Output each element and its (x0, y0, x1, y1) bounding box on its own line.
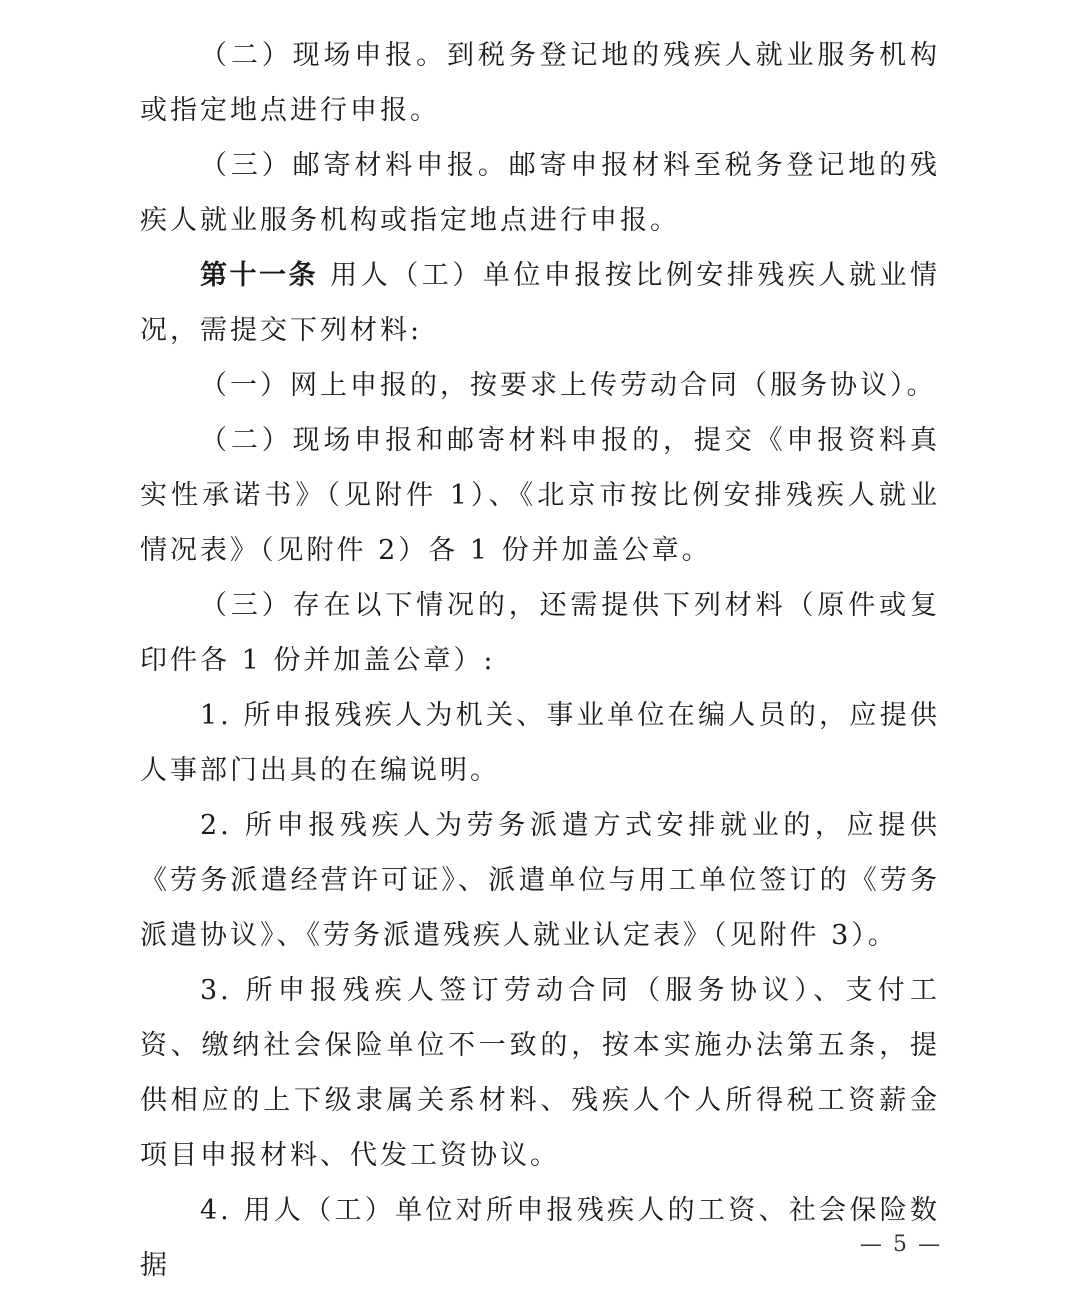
list-item-4 (140, 1183, 940, 1293)
paragraph-onsite-mail-materials (140, 413, 940, 578)
paragraph-mail-declaration (140, 138, 940, 248)
list-item-1 (140, 688, 940, 798)
paragraph-text: 用人（工）单位申报按比例安排残疾人就业情况，需提交下列材料: (140, 260, 940, 346)
paragraph-text: 3. 所申报残疾人签订劳动合同（服务协议）、支付工资、缴纳社会保险单位不一致的，按本实施办法第五条，提供相应的上下级隶属关系材料、残疾人个人所得税工资薪金项目申报材料、代发工资协议。 (140, 975, 940, 1171)
document-body (140, 28, 940, 1293)
paragraph-onsite-declaration (140, 28, 940, 138)
paragraph-text: 2. 所申报残疾人为劳务派遣方式安排就业的，应提供《劳务派遣经营许可证》、派遣单位与用工单位签订的《劳务派遣协议》、《劳务派遣残疾人就业认定表》（见附件 3）。 (140, 810, 940, 951)
paragraph-text: 1. 所申报残疾人为机关、事业单位在编人员的，应提供人事部门出具的在编说明。 (140, 700, 940, 786)
list-item-3 (140, 963, 940, 1183)
paragraph-text: （三）邮寄材料申报。邮寄申报材料至税务登记地的残疾人就业服务机构或指定地点进行申报。 (140, 150, 940, 236)
paragraph-article-eleven (140, 248, 940, 358)
page-number: — 5 — (860, 1232, 942, 1257)
paragraph-additional-materials (140, 578, 940, 688)
paragraph-text: （二）现场申报。到税务登记地的残疾人就业服务机构或指定地点进行申报。 (140, 40, 940, 126)
list-item-2 (140, 798, 940, 963)
paragraph-text: （一）网上申报的，按要求上传劳动合同（服务协议）。 (200, 370, 937, 401)
paragraph-text: （三）存在以下情况的，还需提供下列材料（原件或复印件各 1 份并加盖公章）: (140, 590, 940, 676)
paragraph-text: （二）现场申报和邮寄材料申报的，提交《申报资料真实性承诺书》（见附件 1）、《北京市按比例安排残疾人就业情况表》（见附件 2）各 1 份并加盖公章。 (140, 425, 940, 566)
paragraph-text: 4. 用人（工）单位对所申报残疾人的工资、社会保险数据 (140, 1195, 940, 1281)
article-heading: 第十一条 (200, 260, 319, 291)
paragraph-online-materials (140, 358, 940, 413)
